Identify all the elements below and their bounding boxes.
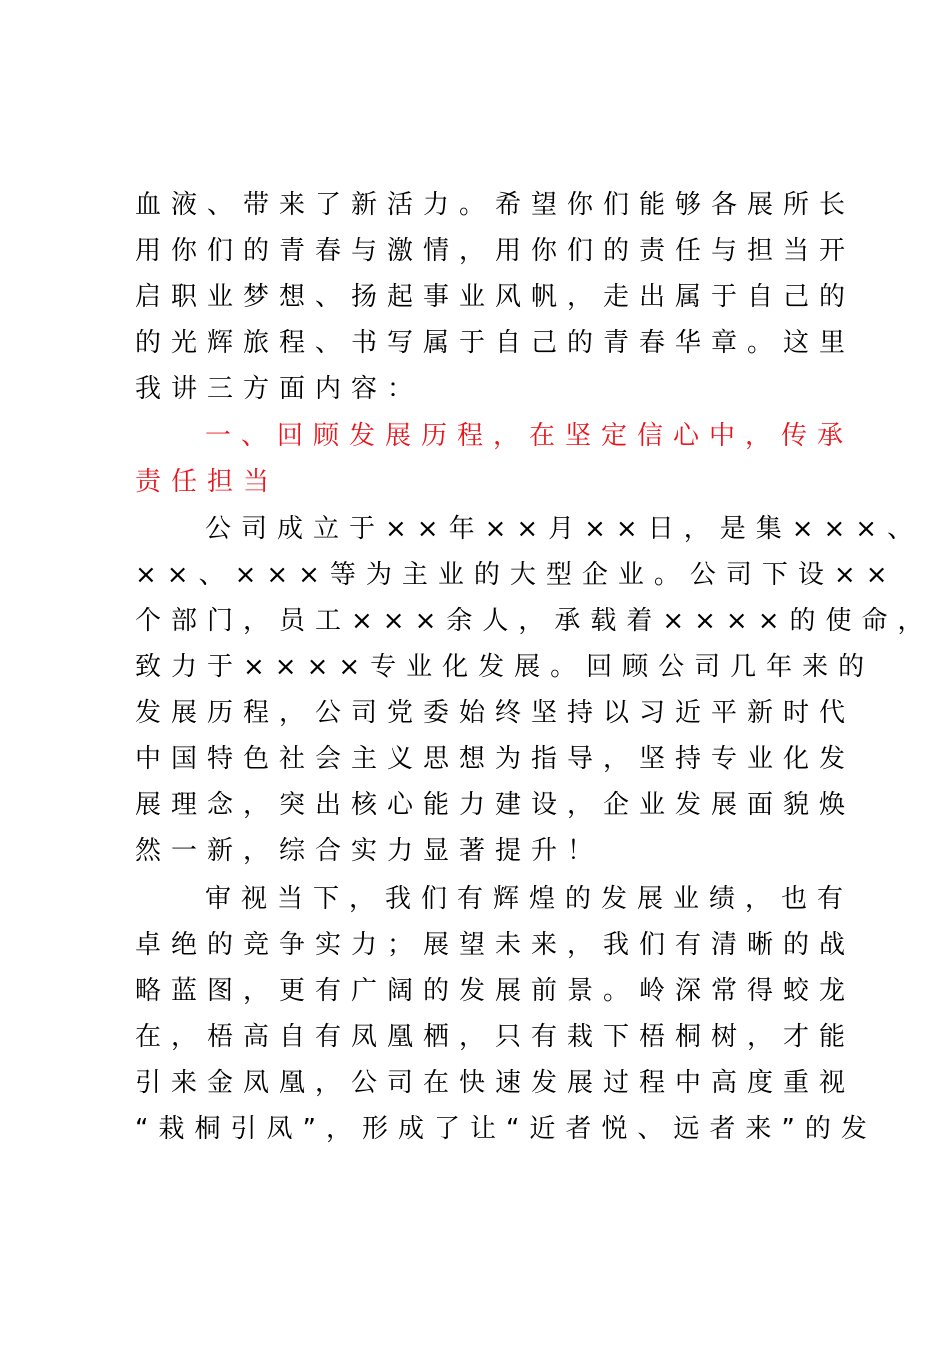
paragraph-line: 公司成立于××年××月××日，是集×××、 <box>205 514 924 544</box>
paragraph-line: 发展历程，公司党委始终坚持以习近平新时代 <box>135 698 856 728</box>
paragraph-line: “栽桐引凤”，形成了让“近者悦、远者来”的发 <box>135 1114 877 1144</box>
body-text-line: 启职业梦想、扬起事业风帆，走出属于自己的 <box>135 282 856 312</box>
paragraph-line: 致力于××××专业化发展。回顾公司几年来的 <box>135 652 875 682</box>
body-text-line: 的光辉旅程、书写属于自己的青春华章。这里 <box>135 328 856 358</box>
paragraph-line: 中国特色社会主义思想为指导，坚持专业化发 <box>135 744 856 774</box>
paragraph-line: ××、×××等为主业的大型企业。公司下设×× <box>135 560 898 590</box>
paragraph-line: 略蓝图，更有广阔的发展前景。岭深常得蛟龙 <box>135 976 856 1006</box>
body-text-line: 血液、带来了新活力。希望你们能够各展所长 <box>135 190 856 220</box>
section-heading: 一、回顾发展历程，在坚定信心中，传承 <box>205 421 854 451</box>
paragraph-line: 在，梧高自有凤凰栖，只有栽下梧桐树，才能 <box>135 1022 856 1052</box>
paragraph-line: 卓绝的竞争实力；展望未来，我们有清晰的战 <box>135 930 856 960</box>
paragraph-line: 然一新，综合实力显著提升！ <box>135 836 604 866</box>
paragraph-line: 引来金凤凰，公司在快速发展过程中高度重视 <box>135 1068 856 1098</box>
body-text-line: 我讲三方面内容： <box>135 374 424 404</box>
paragraph-line: 个部门，员工×××余人，承载着××××的使命， <box>135 606 934 636</box>
body-text-line: 用你们的青春与激情，用你们的责任与担当开 <box>135 236 856 266</box>
section-heading-continuation: 责任担当 <box>135 467 280 497</box>
paragraph-line: 审视当下，我们有辉煌的发展业绩，也有 <box>205 884 854 914</box>
paragraph-line: 展理念，突出核心能力建设，企业发展面貌焕 <box>135 790 856 820</box>
